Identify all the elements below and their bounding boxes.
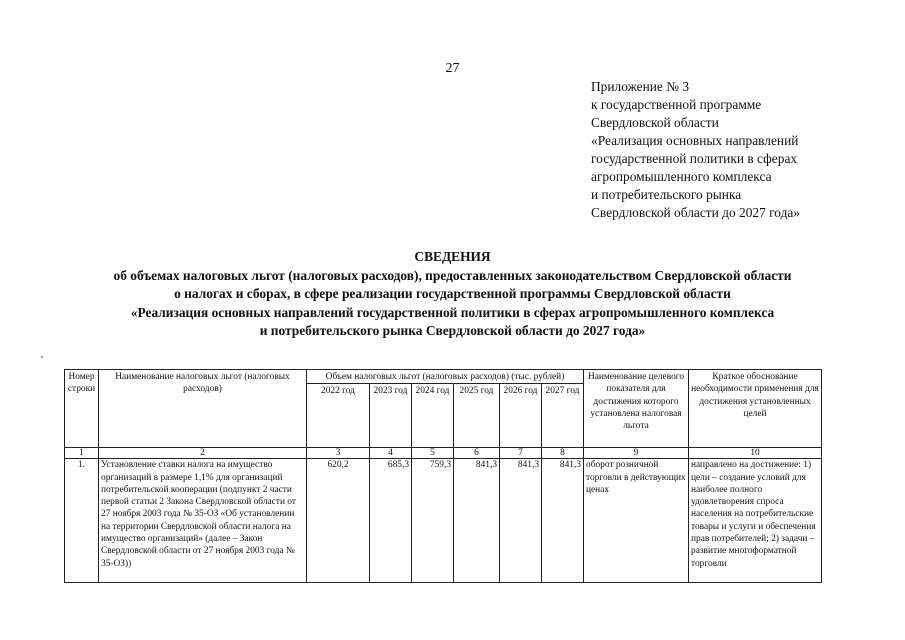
appendix-line: Приложение № 3 [591, 79, 690, 94]
appendix-line: Свердловской области до 2027 года» [591, 205, 801, 220]
subtitle-line: о налогах и сборах, в сфере реализации государственной программы Свердловской области [174, 286, 731, 301]
header-year: 2022 год [307, 384, 370, 448]
row-value-2026: 841,3 [500, 459, 542, 583]
column-number: 10 [689, 448, 822, 459]
header-year: 2024 год [412, 384, 454, 448]
column-number: 7 [500, 448, 542, 459]
row-number: 1. [65, 459, 99, 583]
header-indicator: Наименование целевого показателя для достижения которого установлена налоговая льгота [584, 370, 689, 448]
scan-artifact [41, 356, 43, 358]
column-number: 6 [454, 448, 500, 459]
row-value-2024: 759,3 [412, 459, 454, 583]
subtitle-line: об объемах налоговых льгот (налоговых расходов), предоставленных законодательством Свердловской области [113, 267, 792, 283]
appendix-line: Свердловской области [591, 115, 719, 130]
header-justification: Краткое обоснование необходимости применения для достижения установленных целей [689, 370, 822, 448]
subtitle-line: «Реализация основных направлений государственной политики в сферах агропромышленного комплекса [130, 304, 775, 320]
column-number: 3 [307, 448, 370, 459]
row-justification: направлено на достижение: 1) цели – создание условий для наиболее полного удовлетворения спроса населения на потребительские товары и услуги и обеспечения прав потребителей; 2) задачи – развитие многоформатной торговли [689, 459, 822, 583]
header-row-number: Номер строки [65, 370, 99, 448]
tax-benefits-table [64, 369, 822, 583]
column-number: 8 [542, 448, 584, 459]
appendix-line: к государственной программе [591, 97, 762, 112]
column-number: 1 [65, 448, 99, 459]
page-number: 27 [445, 61, 460, 76]
column-number: 5 [412, 448, 454, 459]
document-heading [0, 248, 905, 341]
row-indicator: оборот розничной торговли в действующих ценах [584, 459, 689, 583]
appendix-line: агропромышленного комплекса [591, 169, 772, 184]
appendix-line: и потребительского рынка [591, 187, 742, 202]
header-volume: Объем налоговых льгот (налоговых расходов) (тыс. рублей) [307, 370, 584, 384]
row-value-2023: 685,3 [370, 459, 412, 583]
header-name: Наименование налоговых льгот (налоговых расходов) [99, 370, 307, 448]
document-title: СВЕДЕНИЯ [414, 249, 491, 264]
appendix-block [591, 78, 800, 222]
appendix-line: государственной политики в сферах [591, 151, 798, 166]
column-number: 2 [99, 448, 307, 459]
row-value-2022: 620,2 [307, 459, 370, 583]
header-year: 2023 год [370, 384, 412, 448]
row-value-2025: 841,3 [454, 459, 500, 583]
subtitle-line: и потребительского рынка Свердловской области до 2027 года» [259, 323, 646, 338]
row-value-2027: 841,3 [542, 459, 584, 583]
table-row [65, 459, 822, 583]
header-year: 2025 год [454, 384, 500, 448]
row-name: Установление ставки налога на имущество организаций в размере 1,1% для организаций потребительской кооперации (подпункт 2 части первой статьи 2 Закона Свердловской области от 27 ноября 2003 года № 35-ОЗ «Об установлении на территории Свердловской области налога на имущество организаций» (далее – Закон Свердловской области от 27 ноября 2003 года № 35-ОЗ)) [99, 459, 307, 583]
header-year: 2026 год [500, 384, 542, 448]
column-number: 4 [370, 448, 412, 459]
column-number: 9 [584, 448, 689, 459]
header-year: 2027 год [542, 384, 584, 448]
appendix-line: «Реализация основных направлений [591, 133, 799, 148]
